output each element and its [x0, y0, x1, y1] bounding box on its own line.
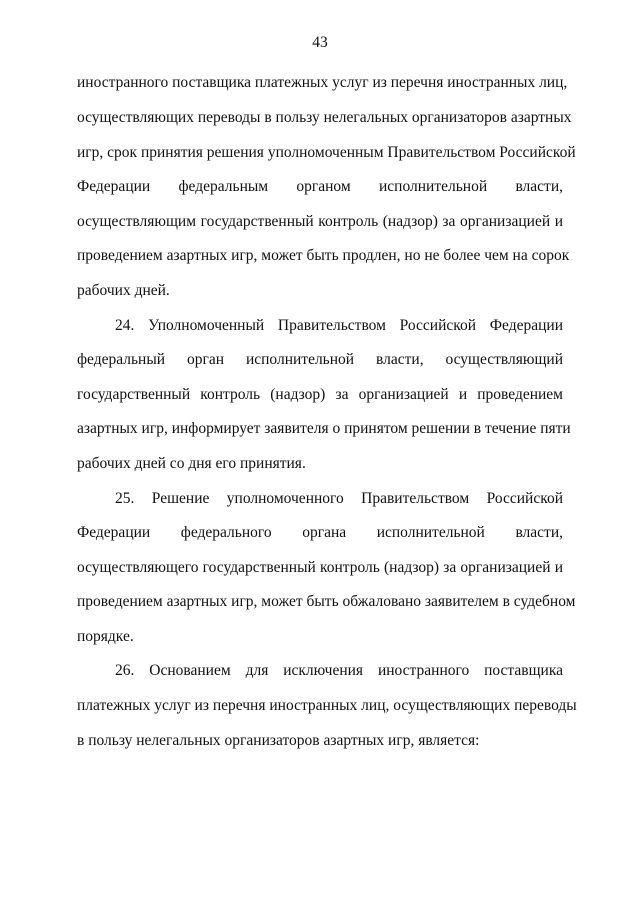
paragraph-25-first-line: 25. Решение уполномоченного Правительством Российской: [115, 490, 563, 507]
text-line: порядке.: [77, 628, 134, 645]
text-line: рабочих дней со дня его принятия.: [77, 455, 306, 472]
text-line: проведением азартных игр, может быть обжаловано заявителем в судебном: [77, 593, 576, 610]
paragraph-26-first-line: 26. Основанием для исключения иностранного поставщика: [115, 662, 563, 679]
page-number: 43: [312, 34, 328, 51]
text-line: федеральный орган исполнительной власти, осуществляющий: [77, 351, 563, 368]
text-line: Федерации федерального органа исполнительной власти,: [77, 524, 563, 541]
text-line: иностранного поставщика платежных услуг из перечня иностранных лиц,: [77, 74, 568, 91]
text-line: осуществляющих переводы в пользу нелегальных организаторов азартных: [77, 109, 572, 126]
text-line: платежных услуг из перечня иностранных лиц, осуществляющих переводы: [77, 697, 577, 714]
paragraph-24-first-line: 24. Уполномоченный Правительством Российской Федерации: [115, 317, 563, 334]
text-line: игр, срок принятия решения уполномоченным Правительством Российской: [77, 144, 576, 161]
text-line: государственный контроль (надзор) за организацией и проведением: [77, 386, 563, 403]
text-line: осуществляющим государственный контроль (надзор) за организацией и: [77, 213, 563, 230]
text-line: осуществляющего государственный контроль (надзор) за организацией и: [77, 559, 563, 576]
text-line: Федерации федеральным органом исполнительной власти,: [77, 178, 563, 195]
text-line: проведением азартных игр, может быть продлен, но не более чем на сорок: [77, 247, 570, 264]
text-line: рабочих дней.: [77, 282, 170, 299]
text-line: азартных игр, информирует заявителя о принятом решении в течение пяти: [77, 420, 571, 437]
text-line: в пользу нелегальных организаторов азартных игр, является:: [77, 732, 480, 749]
